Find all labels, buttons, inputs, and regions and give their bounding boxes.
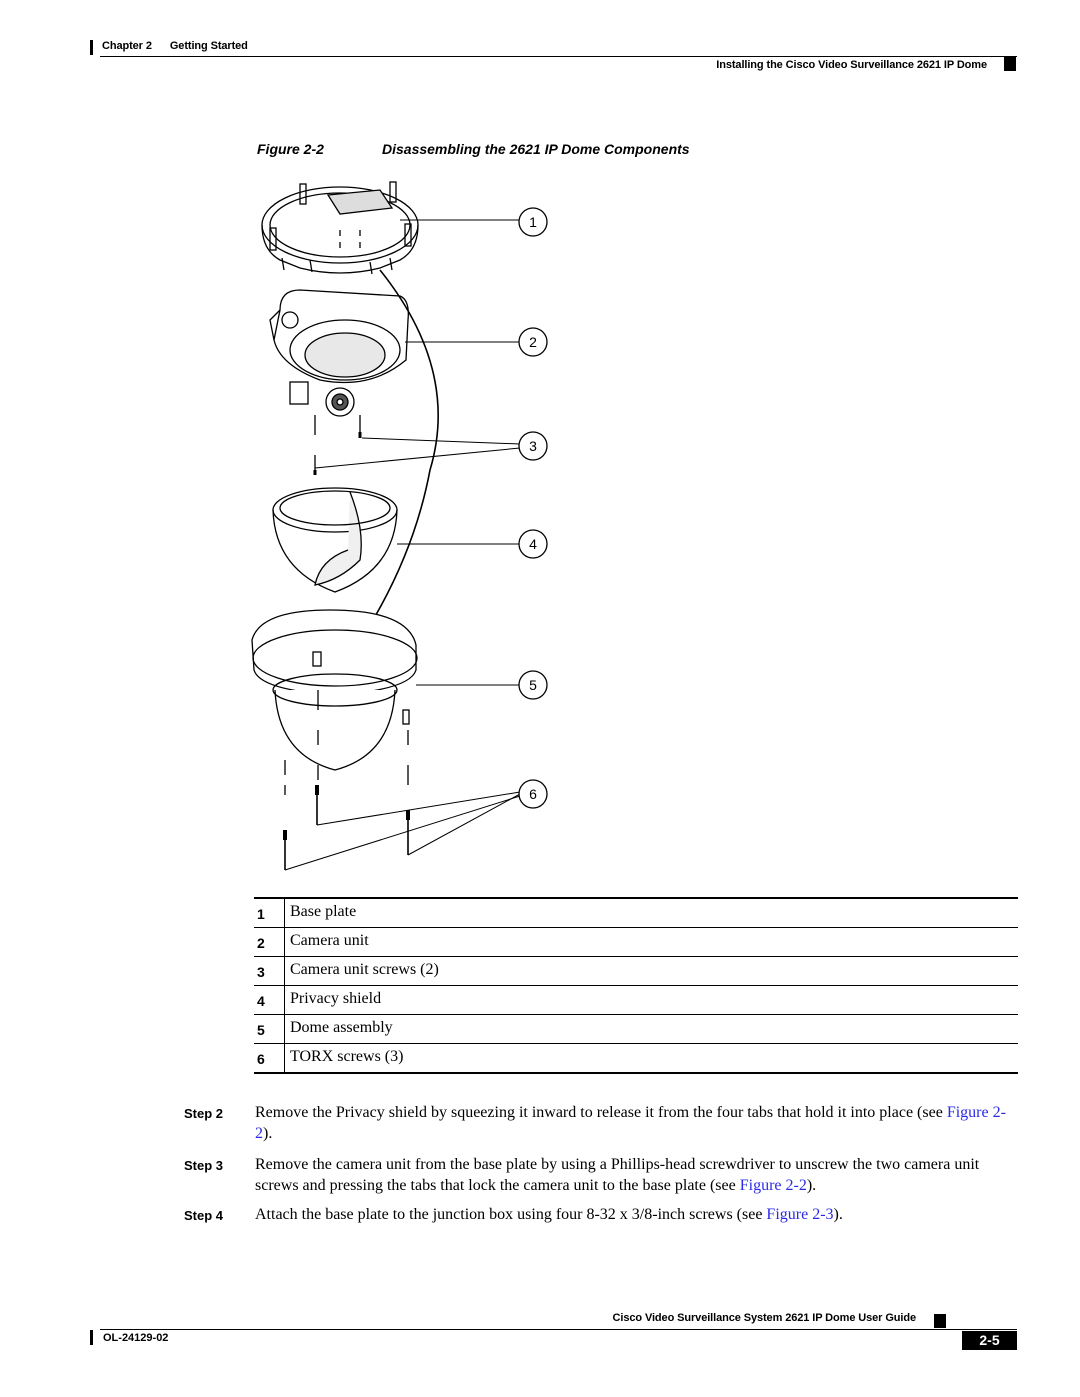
header-right-title: Installing the Cisco Video Surveillance 2621 IP Dome <box>716 59 987 71</box>
legend-number: 5 <box>257 1022 265 1038</box>
legend-text: Camera unit <box>290 932 369 949</box>
legend-separator <box>284 899 285 927</box>
step-3-body: Remove the camera unit from the base plate by using a Phillips-head screwdriver to unscrew the two camera unit screws and pressing the tabs that lock the camera unit to the base plate (see <box>255 1156 980 1194</box>
step-3-text <box>255 1154 1017 1196</box>
legend-separator <box>284 1015 285 1043</box>
legend-number: 6 <box>257 1051 265 1067</box>
callout-2: 2 <box>529 334 537 350</box>
callout-6: 6 <box>529 786 537 802</box>
footer-left-bar <box>90 1330 93 1345</box>
legend-number: 1 <box>257 906 265 922</box>
privacy-shield-drawing <box>273 488 397 592</box>
legend-text: Privacy shield <box>290 990 382 1007</box>
legend-number: 4 <box>257 993 265 1009</box>
legend-row <box>254 928 1018 957</box>
legend-number: 2 <box>257 935 265 951</box>
step-4-text <box>255 1204 1017 1225</box>
legend-row <box>254 1015 1018 1044</box>
section-label: Getting Started <box>169 40 248 52</box>
step-2-text <box>255 1102 1017 1144</box>
legend-separator <box>284 986 285 1014</box>
footer-marker <box>934 1314 946 1328</box>
step-4-end: ). <box>833 1206 843 1223</box>
legend-row <box>254 986 1018 1015</box>
figure-2-3-link[interactable]: Figure 2-3 <box>766 1206 834 1223</box>
header-marker <box>1004 57 1016 71</box>
camera-unit-drawing <box>270 290 408 475</box>
legend-separator <box>284 1044 285 1072</box>
torx-screws-drawing <box>285 785 408 870</box>
step-3-end: ). <box>806 1177 817 1194</box>
figure-2-2-link[interactable]: Figure 2-2 <box>255 1104 1006 1142</box>
callout-3: 3 <box>529 438 537 454</box>
figure-2-2-link[interactable]: Figure 2-2 <box>739 1177 807 1194</box>
legend-text: Camera unit screws (2) <box>290 961 439 978</box>
legend-text: Dome assembly <box>290 1019 393 1036</box>
header-chapter <box>102 40 266 52</box>
legend-separator <box>284 928 285 956</box>
callout-5: 5 <box>529 677 537 693</box>
header-left-bar <box>90 40 93 55</box>
legend-text: TORX screws (3) <box>290 1048 404 1065</box>
legend-row <box>254 957 1018 986</box>
legend-number: 3 <box>257 964 265 980</box>
legend-row <box>254 1044 1018 1074</box>
footer-guide-title: Cisco Video Surveillance System 2621 IP Dome User Guide <box>612 1312 916 1324</box>
header-rule <box>100 56 1017 57</box>
page-number: 2-5 <box>962 1331 1017 1350</box>
step-4-body: Attach the base plate to the junction box using four 8-32 x 3/8-inch screws (see <box>255 1206 767 1223</box>
step-2-body: Remove the Privacy shield by squeezing it inward to release it from the four tabs that hold it into place (see <box>255 1104 947 1121</box>
figure-number: Figure 2-2 <box>257 141 324 157</box>
step-2-end: ). <box>263 1125 273 1142</box>
callout-1: 1 <box>529 214 537 230</box>
dome-exploded-illustration <box>240 170 570 885</box>
legend-text: Base plate <box>290 903 357 920</box>
dome-assembly-drawing <box>252 610 417 795</box>
chapter-label: Chapter 2 <box>102 40 152 52</box>
callout-4: 4 <box>529 536 537 552</box>
legend-separator <box>284 957 285 985</box>
step-4-label: Step 4 <box>184 1208 224 1223</box>
step-2-label: Step 2 <box>184 1106 224 1121</box>
step-3-label: Step 3 <box>184 1158 224 1173</box>
footer-doc-number: OL-24129-02 <box>103 1332 169 1344</box>
figure-title: Disassembling the 2621 IP Dome Components <box>382 141 690 157</box>
legend-row <box>254 899 1018 928</box>
legend-table <box>254 897 1018 1074</box>
footer-rule <box>100 1329 1017 1330</box>
base-plate-drawing <box>262 182 418 274</box>
